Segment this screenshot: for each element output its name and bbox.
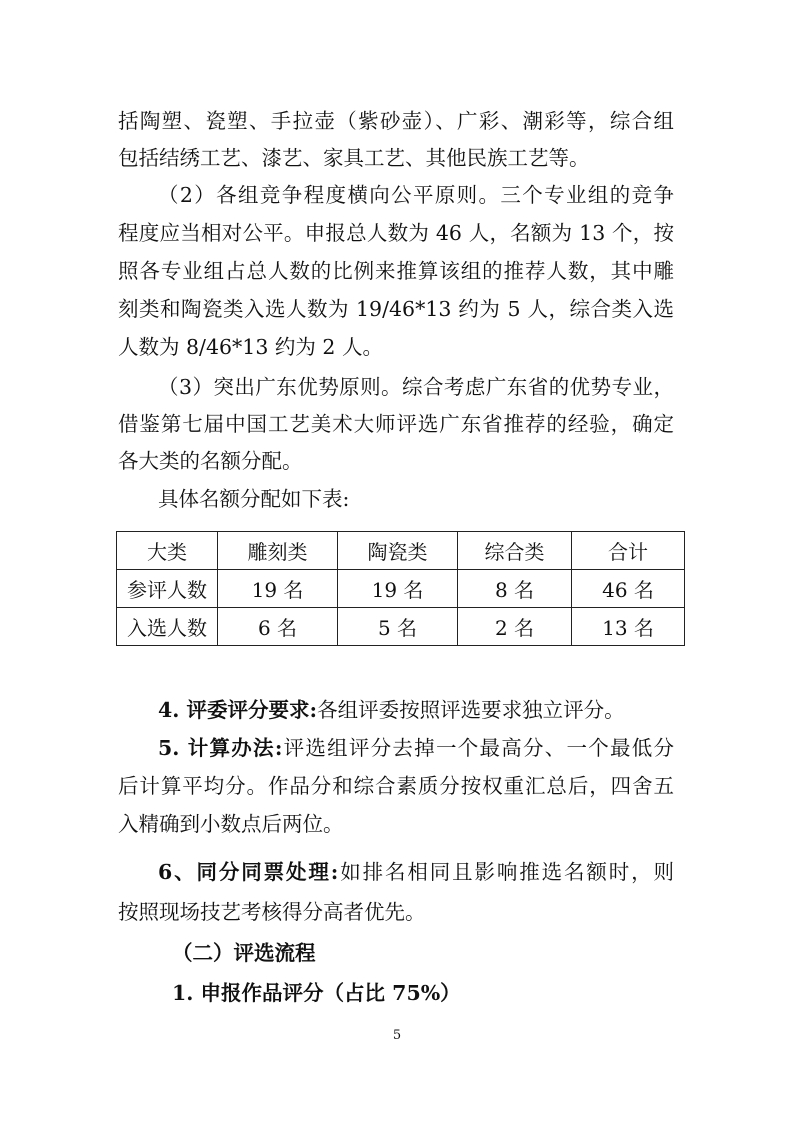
paragraph-line: 刻类和陶瓷类入选人数为 19/46*13 约为 5 人，综合类入选: [118, 297, 674, 321]
subsection-heading: （二）评选流程: [172, 941, 316, 965]
section-6-text: 如排名相同且影响推选名额时，则: [338, 860, 674, 884]
section-6-label: 6、同分同票处理:: [158, 860, 339, 884]
section-4: [158, 697, 674, 723]
table-cell: 入选人数: [117, 608, 218, 646]
table-header-cell: 大类: [117, 532, 218, 570]
table-cell: 参评人数: [117, 570, 218, 608]
section-4-text: 各组评委按照评选要求独立评分。: [317, 698, 625, 722]
section-6: [158, 859, 674, 885]
table-caption: 具体名额分配如下表:: [158, 487, 350, 511]
table-cell: 5 名: [338, 608, 458, 646]
paragraph-line: 程度应当相对公平。申报总人数为 46 人，名额为 13 个，按: [118, 221, 674, 245]
section-4-label: 4. 评委评分要求:: [158, 698, 318, 722]
table-header-cell: 综合类: [458, 532, 572, 570]
paragraph-line: 各大类的名额分配。: [118, 449, 303, 473]
table-cell: 8 名: [458, 570, 572, 608]
table-row: [117, 608, 685, 646]
paragraph-line: （3）突出广东优势原则。综合考虑广东省的优势专业，: [158, 375, 674, 399]
paragraph-line: 后计算平均分。作品分和综合素质分按权重汇总后，四舍五: [118, 774, 674, 798]
paragraph-line: 按照现场技艺考核得分高者优先。: [118, 900, 426, 924]
table-cell: 19 名: [218, 570, 338, 608]
table-cell: 46 名: [572, 570, 685, 608]
quota-table: [116, 531, 685, 646]
paragraph-line: 入精确到小数点后两位。: [118, 812, 344, 836]
paragraph-line: 括陶塑、瓷塑、手拉壶（紫砂壶）、广彩、潮彩等，综合组: [118, 109, 674, 133]
table-row: [117, 570, 685, 608]
paragraph-line: 包括结绣工艺、漆艺、家具工艺、其他民族工艺等。: [118, 146, 590, 170]
table-cell: 2 名: [458, 608, 572, 646]
table-header-cell: 雕刻类: [218, 532, 338, 570]
paragraph-line: 照各专业组占总人数的比例来推算该组的推荐人数，其中雕: [118, 259, 674, 283]
table-cell: 13 名: [572, 608, 685, 646]
paragraph-line: 人数为 8/46*13 约为 2 人。: [118, 335, 383, 359]
table-header-cell: 合计: [572, 532, 685, 570]
table-header-row: [117, 532, 685, 570]
paragraph-line: （2）各组竞争程度横向公平原则。三个专业组的竞争: [158, 183, 674, 207]
section-5: [158, 735, 674, 761]
section-5-text: 评选组评分去掉一个最高分、一个最低分: [282, 736, 674, 760]
paragraph-line: 借鉴第七届中国工艺美术大师评选广东省推荐的经验，确定: [118, 412, 674, 436]
table-cell: 6 名: [218, 608, 338, 646]
item-heading: 1. 申报作品评分（占比 75%）: [172, 981, 461, 1005]
page-number: 5: [392, 1028, 402, 1043]
table-cell: 19 名: [338, 570, 458, 608]
table-header-cell: 陶瓷类: [338, 532, 458, 570]
section-5-label: 5. 计算办法:: [158, 736, 283, 760]
